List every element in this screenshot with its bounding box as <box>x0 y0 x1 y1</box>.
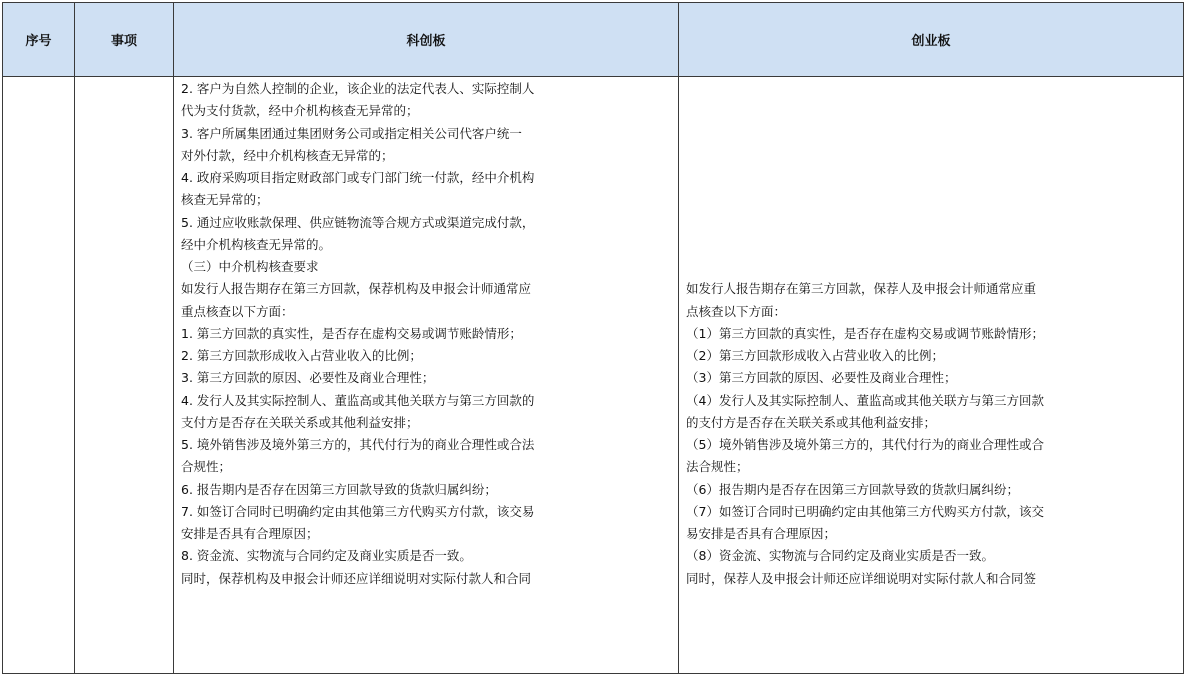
kcb-line: 5. 境外销售涉及境外第三方的，其代付行为的商业合理性或合法 <box>181 437 535 452</box>
kcb-line: 7. 如签订合同时已明确约定由其他第三方代购买方付款，该交易 <box>181 503 535 519</box>
kcb-line: 对外付款，经中介机构核查无异常的； <box>181 147 394 163</box>
cyb-line: （8）资金流、实物流与合同约定及商业实质是否一致。 <box>686 548 994 564</box>
kcb-line: 1. 第三方回款的真实性，是否存在虚构交易或调节账龄情形； <box>181 325 522 341</box>
table-row <box>3 77 1184 674</box>
kcb-line: 支付方是否存在关联关系或其他利益安排； <box>181 414 419 430</box>
kcb-line: 重点核查以下方面： <box>181 303 294 319</box>
cyb-line: （6）报告期内是否存在因第三方回款导致的货款归属纠纷； <box>686 481 1019 497</box>
kcb-line: 3. 客户所属集团通过集团财务公司或指定相关公司代客户统一 <box>181 125 522 141</box>
kcb-section-heading: （三）中介机构核查要求 <box>181 259 319 274</box>
cell-cyb <box>679 77 1184 674</box>
cyb-line: 点核查以下方面： <box>686 303 787 319</box>
cyb-line: （1）第三方回款的真实性，是否存在虚构交易或调节账龄情形； <box>686 325 1044 341</box>
kcb-line: 如发行人报告期存在第三方回款，保荐机构及申报会计师通常应 <box>181 281 532 297</box>
kcb-line: 经中介机构核查无异常的。 <box>181 236 332 252</box>
cyb-line: 的支付方是否存在关联关系或其他利益安排； <box>686 414 937 430</box>
comparison-table <box>2 2 1184 674</box>
kcb-line: 代为支付货款，经中介机构核查无异常的； <box>181 103 419 119</box>
header-row <box>3 3 1184 77</box>
kcb-line: 6. 报告期内是否存在因第三方回款导致的货款归属纠纷； <box>181 481 497 497</box>
cyb-line: （7）如签订合同时已明确约定由其他第三方代购买方付款，该交 <box>686 503 1044 519</box>
kcb-line: 合规性； <box>181 459 232 475</box>
kcb-line: 2. 第三方回款形成收入占营业收入的比例； <box>181 348 422 363</box>
cyb-line: 易安排是否具有合理原因； <box>686 526 837 541</box>
cyb-line: 如发行人报告期存在第三方回款，保荐人及申报会计师通常应重 <box>686 281 1037 297</box>
kcb-line: 同时，保荐机构及申报会计师还应详细说明对实际付款人和合同 <box>181 570 532 586</box>
kcb-line: 4. 发行人及其实际控制人、董监高或其他关联方与第三方回款的 <box>181 392 535 408</box>
kcb-line: 4. 政府采购项目指定财政部门或专门部门统一付款，经中介机构 <box>181 170 535 185</box>
header-item: 事项 <box>75 3 174 77</box>
cell-item <box>75 77 174 674</box>
cyb-line: （5）境外销售涉及境外第三方的，其代付行为的商业合理性或合 <box>686 437 1044 452</box>
kcb-line: 2. 客户为自然人控制的企业，该企业的法定代表人、实际控制人 <box>181 81 535 96</box>
cyb-line: 同时，保荐人及申报会计师还应详细说明对实际付款人和合同签 <box>686 570 1037 586</box>
cyb-line: 法合规性； <box>686 459 749 475</box>
kcb-line: 3. 第三方回款的原因、必要性及商业合理性； <box>181 370 435 386</box>
kcb-line: 安排是否具有合理原因； <box>181 526 319 541</box>
kcb-line: 8. 资金流、实物流与合同约定及商业实质是否一致。 <box>181 548 472 564</box>
kcb-line: 5. 通过应收账款保理、供应链物流等合规方式或渠道完成付款， <box>181 214 535 230</box>
kcb-line: 核查无异常的； <box>181 192 269 208</box>
header-kcb: 科创板 <box>174 3 679 77</box>
header-cyb: 创业板 <box>679 3 1184 77</box>
cyb-line: （2）第三方回款形成收入占营业收入的比例； <box>686 348 944 363</box>
cell-index <box>3 77 75 674</box>
cell-kcb <box>174 77 679 674</box>
header-index: 序号 <box>3 3 75 77</box>
cyb-line: （3）第三方回款的原因、必要性及商业合理性； <box>686 370 957 386</box>
cyb-line: （4）发行人及其实际控制人、董监高或其他关联方与第三方回款 <box>686 392 1044 408</box>
